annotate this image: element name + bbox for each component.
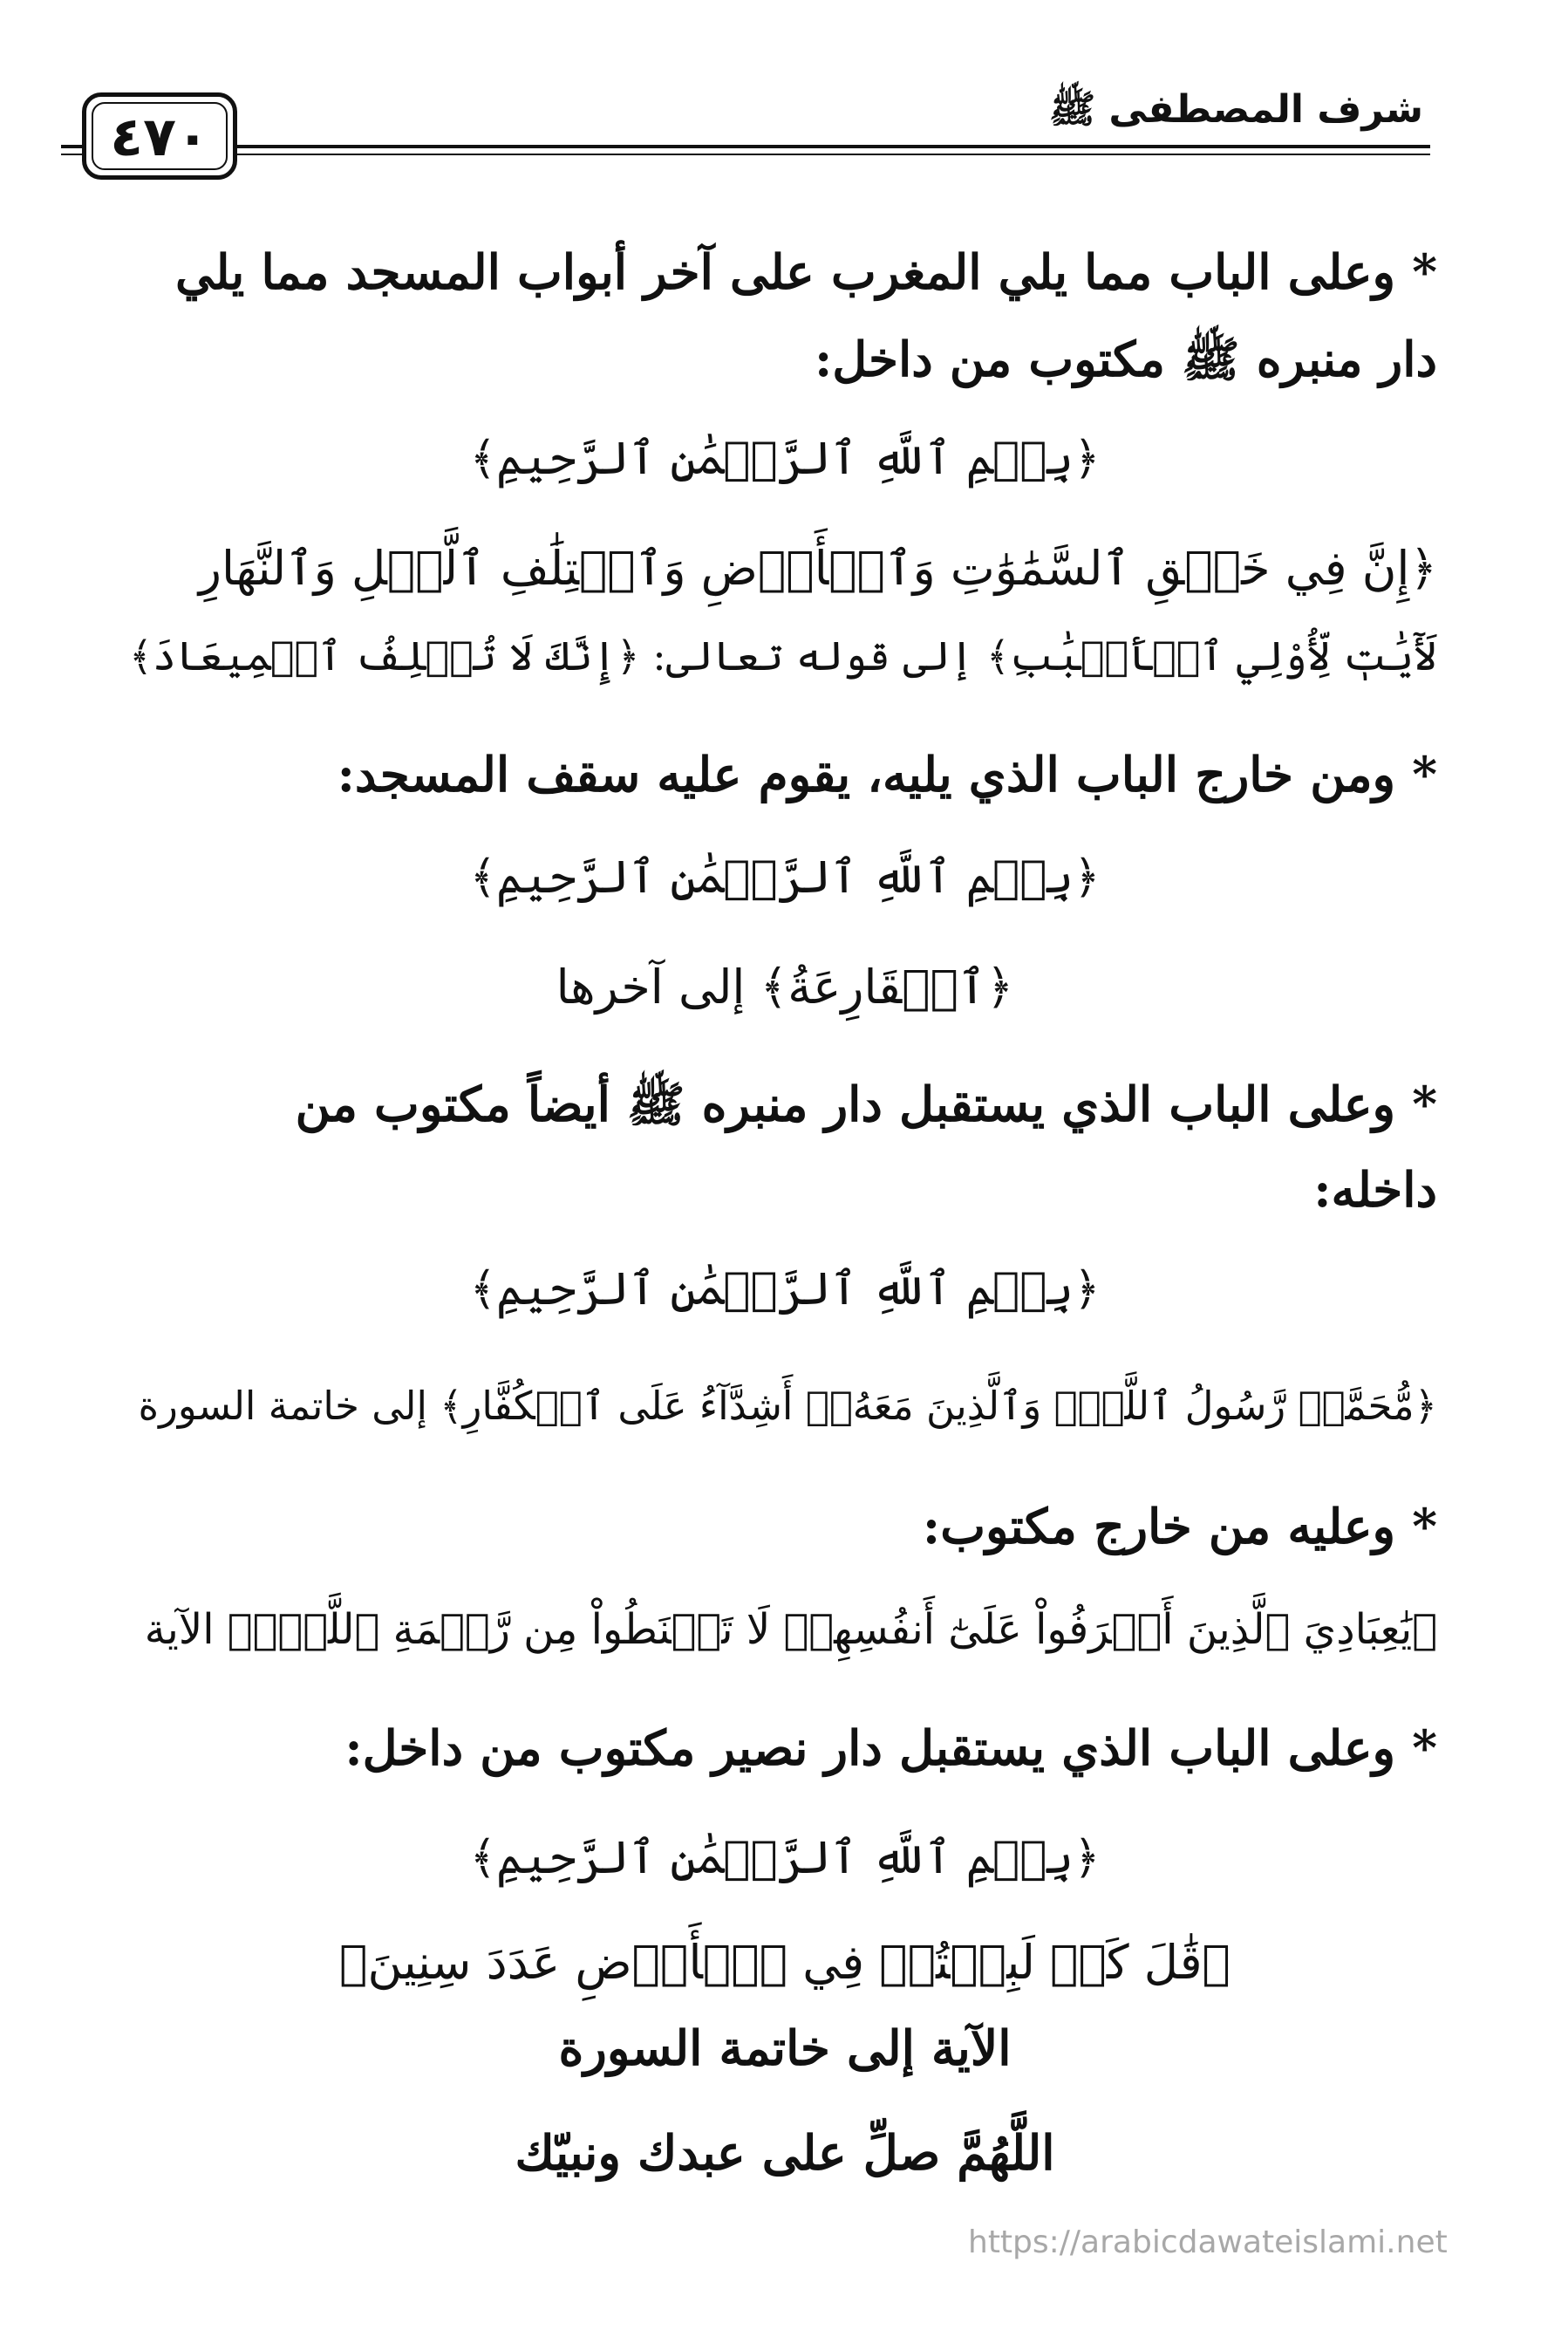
- quran-verse-1-line-1: ﴿إِنَّ فِي خَلۡقِ ٱلسَّمَٰوَٰتِ وَٱلۡأَرۡضِ وَٱخۡتِلَٰفِ ٱلَّيۡلِ وَٱلنَّهَارِ: [198, 541, 1437, 596]
- basmala-3: ﴿بِسۡمِ ٱللَّهِ ٱلرَّحۡمَٰنِ ٱلرَّحِيمِ﴾: [469, 1263, 1101, 1315]
- quran-verse-2: ﴿ٱلۡقَارِعَةُ﴾ إلى آخرها: [556, 960, 1014, 1015]
- paragraph-5-line-1: * وعلى الباب الذي يستقبل دار نصير مكتوب من داخل:: [344, 1719, 1437, 1776]
- closing-prayer: اللَّهُمَّ صلِّ على عبدك ونبيّك: [515, 2124, 1055, 2181]
- watermark-url: https://arabicdawateislami.net: [968, 2224, 1448, 2260]
- page-header: [61, 80, 1430, 202]
- paragraph-1-line-1: * وعلى الباب مما يلي المغرب على آخر أبواب المسجد مما يلي: [174, 243, 1437, 300]
- page-number: ٤٧٠: [110, 105, 209, 168]
- quran-verse-1-line-2: لَأٓيَٰتٖ لِّأُوْلِي ٱلۡأَلۡبَٰبِ﴾ إلى قوله تعالى: ﴿إِنَّكَ لَا تُخۡلِفُ ٱلۡمِيعَادَ﴾: [129, 632, 1437, 680]
- header-rule: [61, 145, 1430, 148]
- basmala-2: ﴿بِسۡمِ ٱللَّهِ ٱلرَّحۡمَٰنِ ٱلرَّحِيمِ﴾: [469, 851, 1101, 904]
- quran-verse-5-line-2: الآية إلى خاتمة السورة: [558, 2019, 1012, 2076]
- paragraph-2-line-1: * ومن خارج الباب الذي يليه، يقوم عليه سقف المسجد:: [337, 746, 1437, 803]
- quran-verse-3: ﴿مُّحَمَّدٞ رَّسُولُ ٱللَّهِۚ وَٱلَّذِينَ مَعَهُۥٓ أَشِدَّآءُ عَلَى ٱلۡكُفَّارِ﴾ إلى خاتمة السورة: [138, 1383, 1437, 1429]
- page-number-frame: [82, 92, 237, 180]
- basmala-1: ﴿بِسۡمِ ٱللَّهِ ٱلرَّحۡمَٰنِ ٱلرَّحِيمِ﴾: [469, 433, 1101, 485]
- quran-verse-4: ﴿يَٰعِبَادِيَ ٱلَّذِينَ أَسۡرَفُواْ عَلَىٰٓ أَنفُسِهِمۡ لَا تَقۡنَطُواْ مِن رَّحۡمَةِ ٱللَّهِۚ﴾ الآية: [144, 1605, 1437, 1654]
- quran-verse-5-line-1: ﴿قَٰلَ كَمۡ لَبِثۡتُمۡ فِي ٱلۡأَرۡضِ عَدَدَ سِنِينَ﴾: [339, 1935, 1231, 1990]
- paragraph-3-line-1: * وعلى الباب الذي يستقبل دار منبره ﷺ أيضاً مكتوب من: [295, 1076, 1437, 1132]
- header-rule-thin: [61, 154, 1430, 155]
- paragraph-1-line-2: دار منبره ﷺ مكتوب من داخل:: [814, 331, 1437, 387]
- running-title: شرف المصطفى ﷺ: [1048, 87, 1423, 132]
- paragraph-4-line-1: * وعليه من خارج مكتوب:: [922, 1498, 1437, 1555]
- basmala-4: ﴿بِسۡمِ ٱللَّهِ ٱلرَّحۡمَٰنِ ٱلرَّحِيمِ﴾: [469, 1832, 1101, 1884]
- paragraph-3-line-2: داخله:: [1313, 1161, 1437, 1218]
